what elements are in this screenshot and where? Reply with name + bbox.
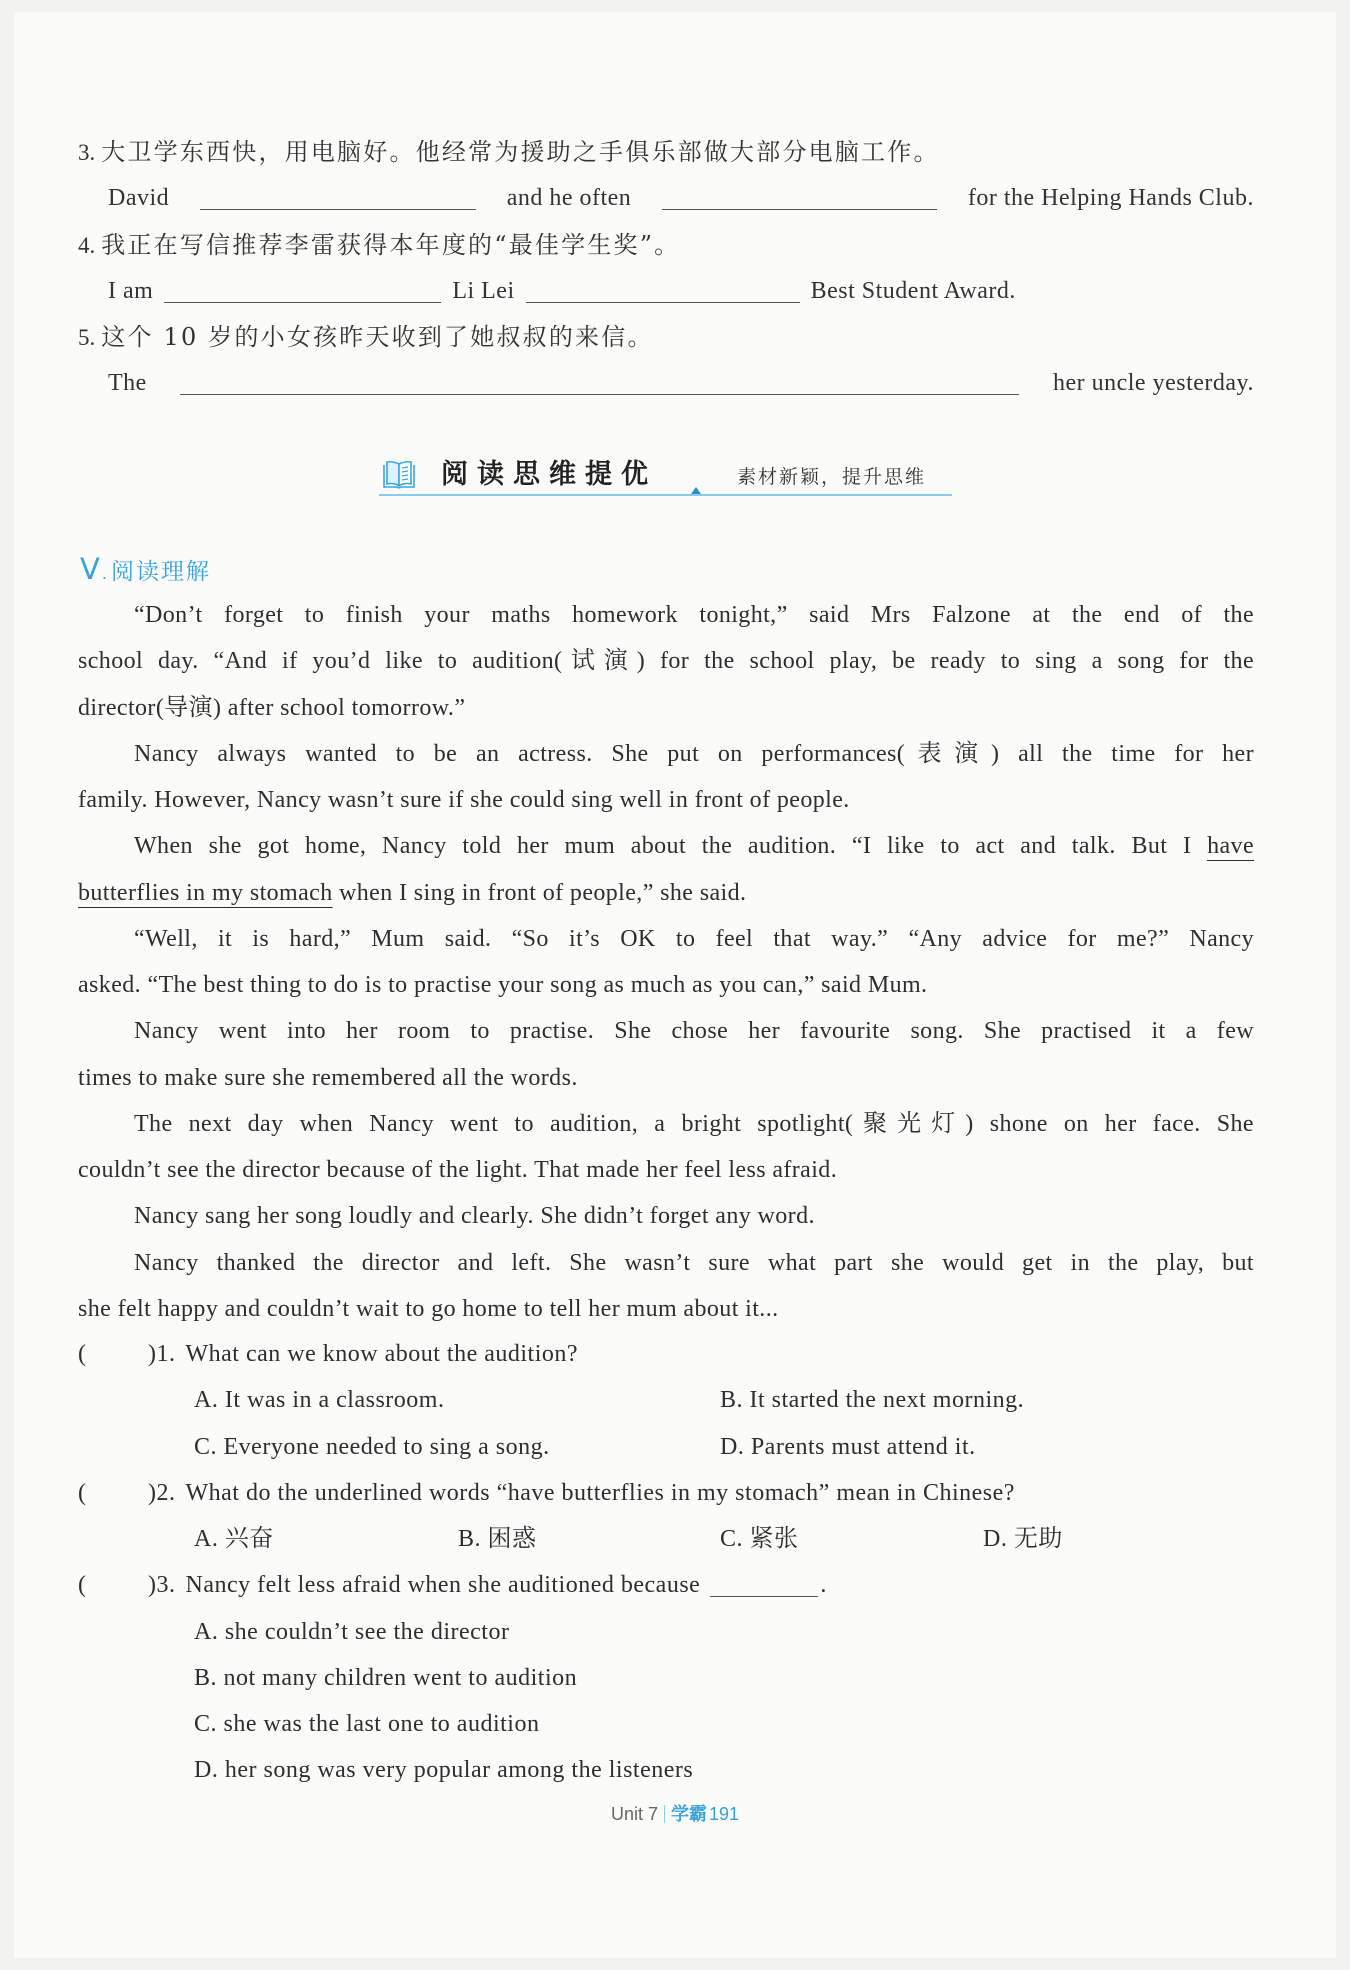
passage-paragraph	[78, 1008, 1254, 1101]
answer-blank	[662, 181, 937, 210]
banner-underline	[379, 494, 952, 496]
option-a: A. It was in a classroom.	[194, 1387, 445, 1414]
section-separator: .	[101, 564, 107, 583]
sentence-fragment: Li Lei	[452, 277, 515, 304]
question-number: 2.	[156, 1479, 176, 1506]
item-5-prompt	[78, 314, 1254, 360]
answer-paren-close: )	[148, 1479, 157, 1506]
option-d: D. Parents must attend it.	[720, 1433, 976, 1460]
item-3-prompt	[78, 129, 1254, 175]
open-book-icon	[382, 460, 416, 495]
passage-paragraph	[78, 1240, 1254, 1333]
passage-line: couldn’t see the director because of the light. That made her feel less afraid.	[78, 1157, 838, 1183]
translation-exercise	[78, 129, 1254, 407]
passage-paragraph	[78, 823, 1254, 916]
option-b: B. not many children went to audition	[194, 1664, 578, 1691]
answer-blank	[164, 274, 441, 303]
question-1-options	[78, 1377, 1254, 1470]
passage-paragraph	[78, 916, 1254, 1009]
underlined-phrase: butterflies in my stomach	[78, 879, 333, 906]
page-footer	[0, 1800, 1350, 1829]
question-text: What can we know about the audition?	[185, 1341, 579, 1367]
brand-label: 学霸	[670, 1804, 707, 1825]
passage-text: When she got home, Nancy told her mum about the audition. “I like to act and talk. But I	[134, 833, 1208, 860]
passage-line: school day. “And if you’d like to audition(试演) for the school play, be ready to sing a song for the	[78, 648, 1254, 675]
item-4-prompt	[78, 222, 1254, 268]
page-number: 191	[708, 1804, 740, 1824]
footer-divider	[664, 1805, 665, 1823]
option-a: A. she couldn’t see the director	[194, 1618, 510, 1645]
section-numeral: V	[80, 552, 100, 586]
banner-subtitle: 素材新颖，提升思维	[737, 466, 927, 488]
section-title: 阅读理解	[110, 559, 211, 585]
chinese-sentence: 这个 10 岁的小女孩昨天收到了她叔叔的来信。	[101, 323, 654, 351]
triangle-marker-icon	[691, 487, 701, 494]
item-4-answer-line	[78, 268, 1254, 314]
section-heading	[80, 546, 211, 592]
passage-line: Nancy thanked the director and left. She wasn’t sure what part she would get in the play, but	[134, 1249, 1254, 1276]
sentence-fragment: for the Helping Hands Club.	[967, 185, 1254, 212]
passage-text: when I sing in front of people,” she said.	[332, 879, 747, 906]
passage-line: Nancy always wanted to be an actress. She put on performances(表演) all the time for her	[134, 740, 1254, 767]
chinese-sentence: 大卫学东西快，用电脑好。他经常为援助之手俱乐部做大部分电脑工作。	[101, 138, 940, 166]
question-number: 1.	[156, 1341, 176, 1367]
answer-paren-close: )	[148, 1572, 157, 1599]
option-c: C. she was the last one to audition	[194, 1711, 540, 1737]
option-c: C. 紧张	[720, 1526, 799, 1552]
question-2	[78, 1470, 1254, 1516]
question-end-punctuation: .	[820, 1572, 827, 1599]
passage-paragraph	[78, 731, 1254, 824]
item-5-answer-line	[78, 360, 1254, 406]
question-3	[78, 1562, 1254, 1608]
passage-paragraph	[78, 592, 1254, 731]
item-number: 3.	[78, 140, 96, 165]
item-3-answer-line	[78, 175, 1254, 221]
underlined-phrase: have	[1207, 833, 1254, 860]
passage-line	[78, 823, 1254, 869]
question-2-options	[78, 1516, 1254, 1562]
passage-line: family. However, Nancy wasn’t sure if she could sing well in front of people.	[78, 787, 850, 813]
answer-paren-close: )	[148, 1341, 157, 1367]
passage-paragraph	[78, 1101, 1254, 1194]
item-number: 4.	[78, 232, 96, 258]
option-b: B. 困惑	[458, 1526, 537, 1552]
sentence-fragment: David	[108, 185, 170, 212]
question-text: What do the underlined words “have butterflies in my stomach” mean in Chinese?	[185, 1479, 1015, 1506]
option-a: A. 兴奋	[194, 1526, 274, 1552]
option-d: D. 无助	[983, 1526, 1063, 1552]
passage-line: “Don’t forget to finish your maths homework tonight,” said Mrs Falzone at the end of the	[134, 602, 1254, 628]
banner-title: 阅读思维提优	[441, 459, 657, 490]
answer-paren-open: (	[78, 1479, 87, 1506]
section-banner	[379, 445, 952, 505]
passage-paragraph	[78, 1193, 1254, 1239]
passage-line: “Well, it is hard,” Mum said. “So it’s OK to feel that way.” “Any advice for me?” Nancy	[134, 925, 1254, 952]
question-text: Nancy felt less afraid when she auditioned because	[185, 1572, 701, 1599]
question-1	[78, 1331, 1254, 1377]
sentence-fragment: her uncle yesterday.	[1052, 370, 1254, 397]
sentence-fragment: I am	[108, 277, 154, 304]
answer-blank	[180, 366, 1019, 395]
comprehension-questions	[78, 1331, 1254, 1794]
passage-line: times to make sure she remembered all the words.	[78, 1064, 578, 1091]
passage-line	[78, 870, 1254, 916]
question-3-options	[78, 1609, 1254, 1794]
passage-line: asked. “The best thing to do is to practise your song as much as you can,” said Mum.	[78, 972, 928, 998]
passage-line: Nancy went into her room to practise. She chose her favourite song. She practised it a few	[134, 1018, 1254, 1045]
item-number: 5.	[78, 325, 96, 350]
option-d: D. her song was very popular among the listeners	[194, 1757, 694, 1784]
answer-paren-open: (	[78, 1572, 87, 1599]
option-b: B. It started the next morning.	[720, 1387, 1025, 1414]
reading-passage	[78, 592, 1254, 1332]
question-number: 3.	[156, 1572, 176, 1599]
sentence-fragment: The	[108, 370, 147, 397]
passage-line: The next day when Nancy went to audition, a bright spotlight(聚光灯) shone on her face. She	[134, 1110, 1254, 1137]
passage-line: director(导演) after school tomorrow.”	[78, 694, 466, 721]
chinese-sentence: 我正在写信推荐李雷获得本年度的“最佳学生奖”。	[101, 230, 681, 259]
answer-blank	[710, 1570, 818, 1597]
sentence-fragment: and he often	[506, 185, 632, 212]
unit-label: Unit 7	[610, 1804, 658, 1824]
passage-line: Nancy sang her song loudly and clearly. She didn’t forget any word.	[134, 1203, 815, 1230]
answer-blank	[200, 181, 476, 210]
passage-line: she felt happy and couldn’t wait to go home to tell her mum about it...	[78, 1295, 779, 1322]
answer-paren-open: (	[78, 1341, 87, 1367]
sentence-fragment: Best Student Award.	[810, 277, 1016, 304]
option-c: C. Everyone needed to sing a song.	[194, 1433, 550, 1460]
answer-blank	[526, 274, 800, 303]
